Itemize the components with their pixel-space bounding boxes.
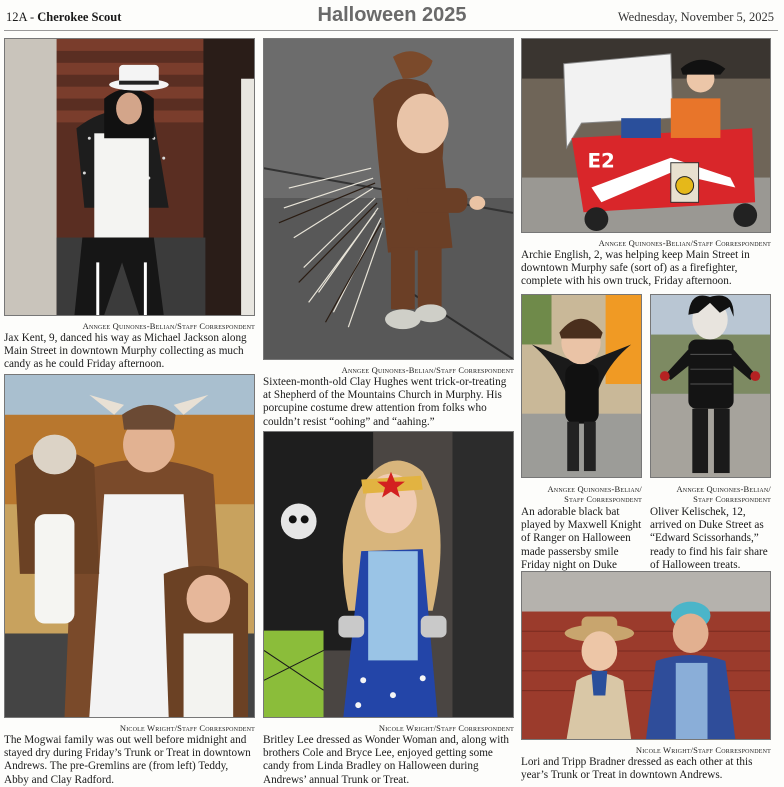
photo-bradner-couple [521,571,771,740]
photo-archie-firefighter [521,38,771,233]
photo-credit: Anngee Quinones-Belian/Staff Correspondent [341,365,514,375]
photo-mogwai-family [4,374,255,718]
photo-caption: Sixteen-month-old Clay Hughes went trick-or-treating at Shepherd of the Mountains Church in Murphy. His porcupine costume drew attention from folks who couldn’t resist “oohing” and “aahing.” [263,376,507,428]
photo-caption: Jax Kent, 9, danced his way as Michael Jackson along Main Street in downtown Murphy collecting as much candy as he could Friday afternoon. [4,332,247,371]
issue-date: Wednesday, November 5, 2025 [617,10,774,24]
photo-credit: Anngee Quinones-Belian/ Staff Correspondent [676,484,771,504]
publication-name: Cherokee Scout [37,10,122,24]
photo-maxwell-bat [521,294,642,478]
photo-caption: An adorable black bat played by Maxwell Knight of Ranger on Halloween made passersby smile Friday night on Duke [521,506,642,571]
photo-clay-porcupine [263,38,514,360]
photo-caption: The Mogwai family was out well before midnight and stayed dry during Friday’s Trunk or Treat in downtown Andrews. The pre-Gremlins are (from left) Teddy, Abby and Clay Radford. [4,734,251,786]
truck-label: E2 [587,149,615,173]
page-folio: 12A - Cherokee Scout [6,10,122,24]
photo-credit: Anngee Quinones-Belian/Staff Correspondent [598,238,771,248]
page-number: 12A [6,10,27,24]
section-title: Halloween 2025 [317,4,467,26]
photo-jax-michael-jackson [4,38,255,316]
photo-britley-wonder-woman [263,431,514,718]
photo-oliver-scissorhands [650,294,771,478]
photo-caption: Oliver Kelischek, 12, arrived on Duke Street as “Edward Scissorhands,” ready to find his fair share of Halloween treats. [650,506,768,571]
photo-credit: Anngee Quinones-Belian/ Staff Correspondent [547,484,642,504]
photo-caption: Archie English, 2, was helping keep Main Street in downtown Murphy safe (sort of) as a firefighter, complete with his own truck, Friday afternoon. [521,249,750,288]
page-header [0,0,784,34]
photo-credit: Nicole Wright/Staff Correspondent [635,745,771,755]
photo-credit: Nicole Wright/Staff Correspondent [378,723,514,733]
photo-credit: Anngee Quinones-Belian/Staff Correspondent [82,321,255,331]
photo-credit: Nicole Wright/Staff Correspondent [119,723,255,733]
photo-caption: Lori and Tripp Bradner dressed as each other at this year’s Trunk or Treat in downtown Andrews. [521,756,753,782]
photo-caption: Britley Lee dressed as Wonder Woman and, along with brothers Cole and Bryce Lee, enjoyed getting some candy from Linda Bradley on Halloween during Andrews’ annual Trunk or Treat. [263,734,510,786]
header-rule [4,30,778,31]
